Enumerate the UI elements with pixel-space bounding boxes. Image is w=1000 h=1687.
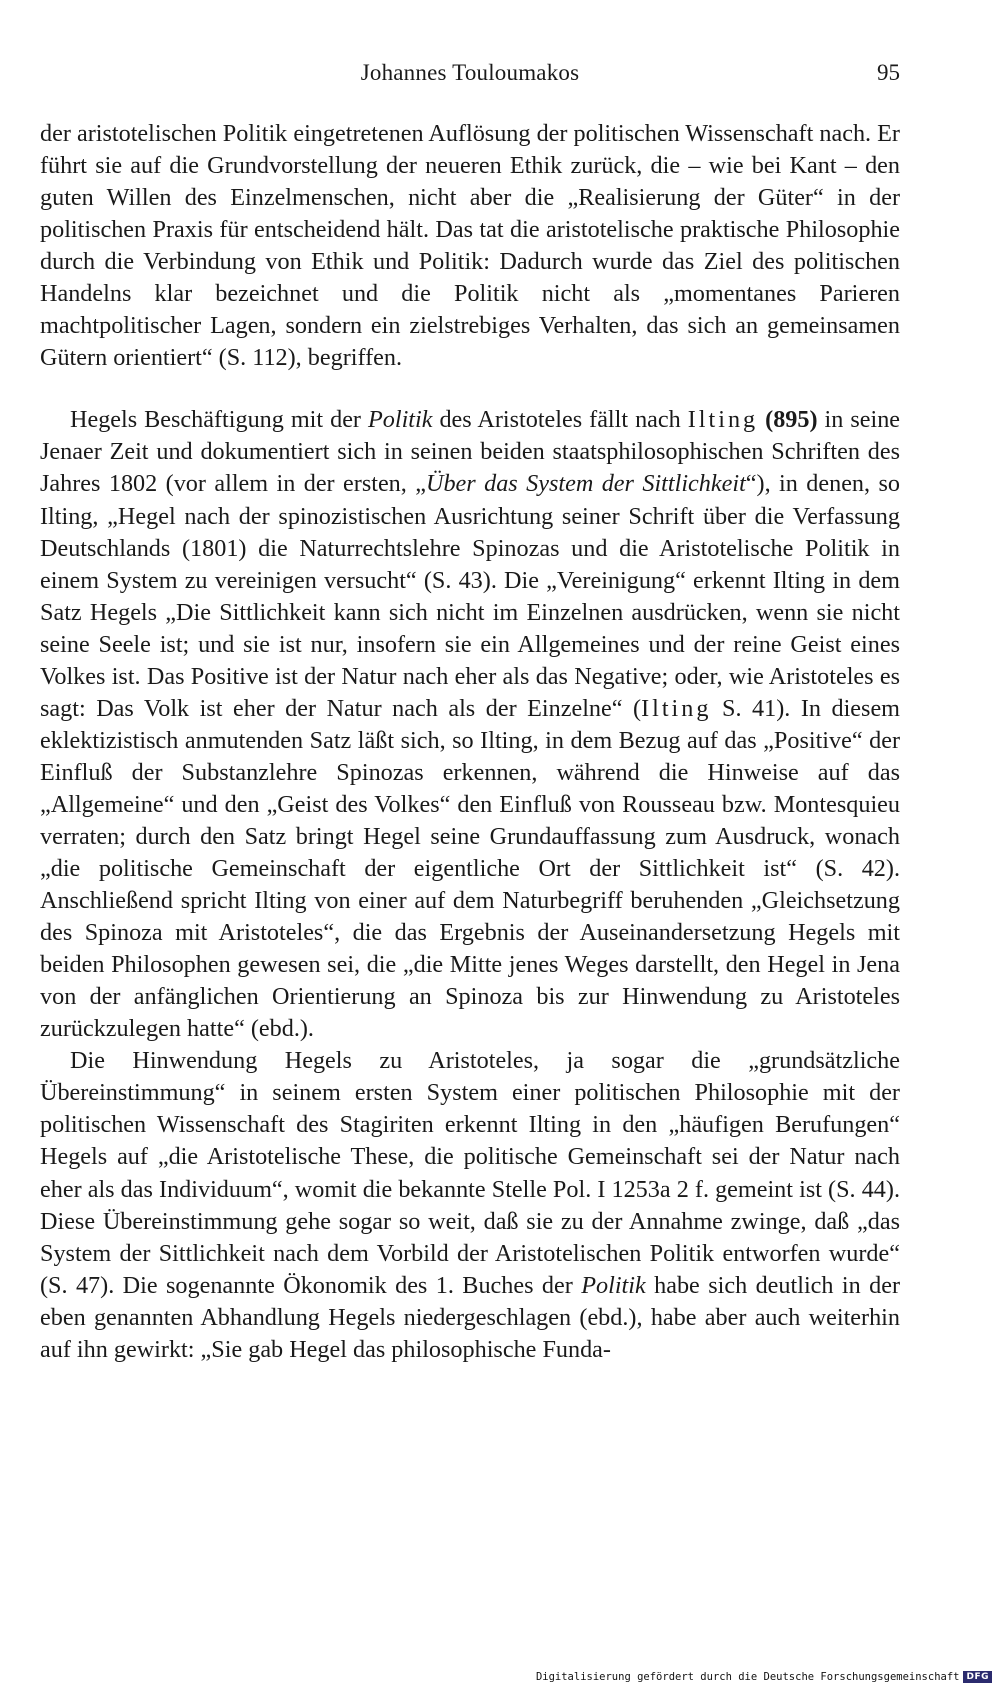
digitization-credit [536,1671,992,1683]
paragraph-2-text: Hegels Beschäftigung mit der [70,406,368,434]
author-name: Johannes Touloumakos [360,60,580,85]
reference-number: (895) [765,406,818,434]
running-head [40,60,900,94]
paragraph-2-text: in seine Jenaer Zeit und dokumentiert sich in seinen beiden staatsphilosophischen Schriften des Jahres 1802 (vor allem in der ersten, „ [40,406,901,498]
work-title-politik: Politik [367,406,433,434]
paragraph-2 [40,404,900,1045]
author-name-spaced: Ilting [641,694,712,722]
dfg-logo: DFG [963,1671,992,1683]
paragraph-1-text: der aristotelischen Politik eingetretenen Auflösung der politischen Wissenschaft nach. Er führt sie auf die Grundvorstellung der neueren Ethik zurück, die – wie bei Kant – den guten Willen des Einzelmenschen, nicht aber die „Realisierung der Güter“ in der politischen Praxis für entscheidend hält. Das tat die aristotelische praktische Philosophie durch die Verbindung von Ethik und Politik: Dadurch wurde das Ziel des politischen Handelns klar bezeichnet und die Politik nicht als „momentanes Parieren machtpolitischer Lagen, sondern ein zielstrebiges Verhalten, das sich an gemeinsamen Gütern orientiert“ (S. 112), begriffen. [40,120,900,372]
paragraph-3 [40,1045,900,1365]
work-title-politik: Politik [581,1271,646,1299]
body-text [40,118,900,1366]
paragraph-2-text: “), in denen, so Ilting, „Hegel nach der spinozistischen Ausrichtung seiner Schrift über die Verfassung Deutschlands (1801) die Naturrechtslehre Spinozas und die Aristotelische Politik in einem System zu vereinigen versucht“ (S. 43). Die „Vereinigung“ erkennt Ilting in dem Satz Hegels „Die Sittlichkeit kann sich nicht im Einzelnen ausdrücken, wenn sie nicht seine Seele ist; und sie ist nur, insofern sie ein Allgemeines und der reine Geist eines Volkes ist. Das Positive ist der Natur nach eher als das Negative; oder, wie Aristoteles es sagt: Das Volk ist eher der Natur nach als der Einzelne“ ( [40,470,900,722]
paragraph-3-text: Die Hinwendung Hegels zu Aristoteles, ja sogar die „grundsätzliche Übereinstimmung“ in seinem ersten System einer politischen Philosophie mit der politischen Wissenschaft des Stagiriten erkennt Ilting in den „häufigen Berufungen“ Hegels auf „die Aristotelische These, die politische Gemeinschaft sei der Natur nach eher als das Individuum“, womit die bekannte Stelle Pol. I 1253a 2 f. gemeint ist (S. 44). Diese Übereinstimmung gehe sogar so weit, daß sie zu der Annahme zwinge, daß „das System der Sittlichkeit nach dem Vorbild der Aristotelischen Politik entworfen wurde“ (S. 47). Die sogenannte Ökonomik des 1. Buches der [40,1047,900,1299]
paragraph-3-text: habe sich deutlich in der eben genannten Abhandlung Hegels niedergeschlagen (ebd.), habe aber auch weiterhin auf ihn gewirkt: „Sie gab Hegel das philosophische Funda- [40,1271,901,1363]
work-title-sittlichkeit: Über das System der Sittlichkeit [425,470,746,498]
page-number: 95 [877,60,900,85]
paragraph-2-text: des Aristoteles fällt nach [432,406,688,434]
paragraph-1 [40,118,900,374]
paragraph-2-text: S. 41). In diesem eklektizistisch anmutenden Satz läßt sich, so Ilting, in dem Bezug auf das „Positive“ der Einfluß der Substanzlehre Spinozas erkennen, während die Hinweise auf das „Allgemeine“ und den „Geist des Volkes“ den Einfluß von Rousseau bzw. Montesquieu verraten; durch den Satz bringt Hegel seine Grundauffassung zum Ausdruck, wonach „die politische Gemeinschaft der eigentliche Ort der Sittlichkeit ist“ (S. 42). Anschließend spricht Ilting von einer auf dem Naturbegriff beruhenden „Gleichsetzung des Spinoza mit Aristoteles“, die das Ergebnis der Auseinandersetzung Hegels mit beiden Philosophen gewesen sei, die „die Mitte jenes Weges darstellt, den Hegel in Jena von der anfänglichen Orientierung an Spinoza bis zur Hinwendung zu Aristoteles zurückzulegen hatte“ (ebd.). [40,694,900,1043]
credit-text: Digitalisierung gefördert durch die Deutsche Forschungsgemeinschaft [535,1671,960,1683]
author-name-spaced: Ilting [687,406,759,434]
